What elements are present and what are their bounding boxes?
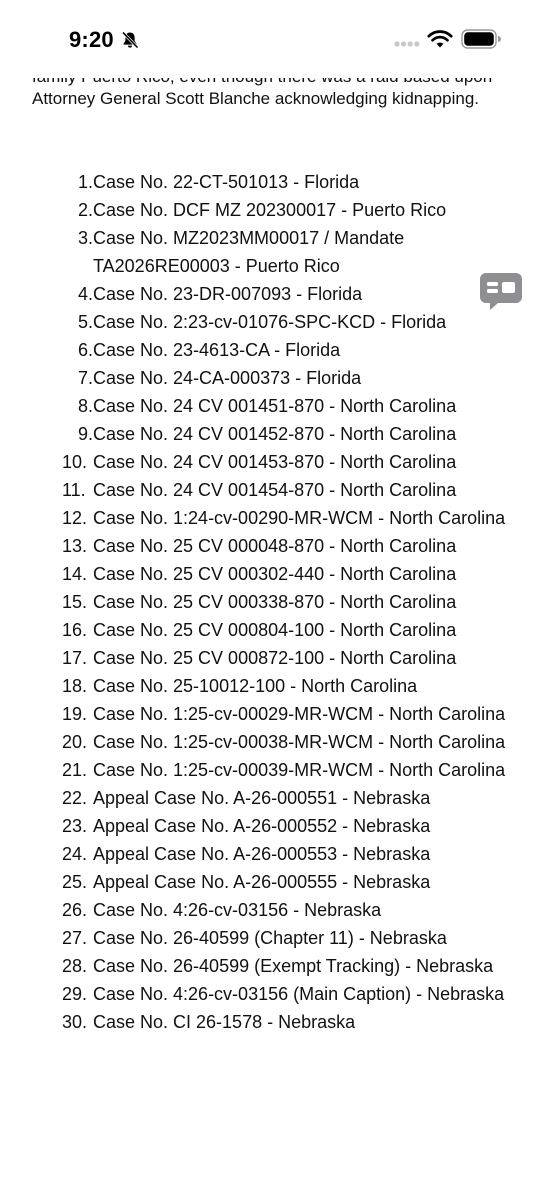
case-number: 13. xyxy=(62,536,88,556)
case-list-item xyxy=(0,1008,553,1036)
reader-mode-icon[interactable] xyxy=(478,270,524,312)
intro-paragraph: Attorney General Scott Blanche acknowledging kidnapping. xyxy=(32,89,480,108)
case-list-item xyxy=(0,420,553,448)
case-number: 6. xyxy=(77,340,93,360)
case-list-item xyxy=(0,336,553,364)
case-list-item xyxy=(0,672,553,700)
case-text: Case No. 25 CV 000338-870 - North Carolina xyxy=(93,592,457,612)
case-list-item xyxy=(0,364,553,392)
case-number: 2. xyxy=(77,200,93,220)
case-list-item xyxy=(0,924,553,952)
case-list-item xyxy=(0,224,553,280)
case-number: 11. xyxy=(62,480,86,500)
case-list-item xyxy=(0,280,553,308)
case-text: Case No. 25 CV 000804-100 - North Carolina xyxy=(93,620,457,640)
case-text: Appeal Case No. A-26-000552 - Nebraska xyxy=(93,816,431,836)
case-number: 15. xyxy=(62,592,88,612)
status-time: 9:20 xyxy=(69,27,114,52)
case-number: 20. xyxy=(62,732,88,752)
case-number: 23. xyxy=(62,816,88,836)
case-list-item xyxy=(0,868,553,896)
case-text: Case No. CI 26-1578 - Nebraska xyxy=(93,1012,356,1032)
case-text: Case No. 2:23-cv-01076-SPC-KCD - Florida xyxy=(93,312,447,332)
case-list-item xyxy=(0,308,553,336)
case-number: 26. xyxy=(62,900,88,920)
case-list-item xyxy=(0,168,553,196)
case-number: 25. xyxy=(62,872,88,892)
case-number: 16. xyxy=(62,620,88,640)
wifi-icon xyxy=(427,29,453,49)
case-list-item xyxy=(0,616,553,644)
case-text: Case No. 22-CT-501013 - Florida xyxy=(93,172,360,192)
case-number: 7. xyxy=(77,368,93,388)
case-number: 27. xyxy=(62,928,88,948)
case-text: Case No. 24 CV 001454-870 - North Carolina xyxy=(93,480,457,500)
status-bar xyxy=(0,0,553,78)
case-text: Case No. 1:25-cv-00038-MR-WCM - North Carolina xyxy=(93,732,506,752)
case-number: 17. xyxy=(62,648,88,668)
case-number: 10. xyxy=(62,452,88,472)
case-text: Case No. 4:26-cv-03156 (Main Caption) - Nebraska xyxy=(93,984,505,1004)
case-text: Case No. 1:25-cv-00029-MR-WCM - North Carolina xyxy=(93,704,506,724)
case-list-item xyxy=(0,588,553,616)
case-text: Case No. 23-DR-007093 - Florida xyxy=(93,284,363,304)
case-number: 22. xyxy=(62,788,88,808)
case-list-item xyxy=(0,756,553,784)
case-list-item xyxy=(0,728,553,756)
case-text: Case No. 24 CV 001453-870 - North Carolina xyxy=(93,452,457,472)
case-text: Appeal Case No. A-26-000555 - Nebraska xyxy=(93,872,431,892)
case-text: Case No. 26-40599 (Exempt Tracking) - Nebraska xyxy=(93,956,494,976)
case-list-item xyxy=(0,812,553,840)
case-number: 24. xyxy=(62,844,88,864)
case-list xyxy=(0,168,553,1036)
case-list-item xyxy=(0,644,553,672)
case-text: Case No. 24-CA-000373 - Florida xyxy=(93,368,362,388)
bell-slash-icon xyxy=(120,30,140,50)
case-number: 8. xyxy=(77,396,93,416)
case-text: Case No. 25 CV 000048-870 - North Carolina xyxy=(93,536,457,556)
case-list-item xyxy=(0,840,553,868)
case-text: Case No. 25 CV 000302-440 - North Carolina xyxy=(93,564,457,584)
case-number: 19. xyxy=(62,704,88,724)
case-number: 9. xyxy=(77,424,93,444)
case-text: Case No. 23-4613-CA - Florida xyxy=(93,340,341,360)
case-text: Appeal Case No. A-26-000551 - Nebraska xyxy=(93,788,431,808)
case-text: Case No. 25 CV 000872-100 - North Carolina xyxy=(93,648,457,668)
case-number: 29. xyxy=(62,984,88,1004)
case-number: 4. xyxy=(77,284,93,304)
case-list-item xyxy=(0,476,553,504)
case-text: Case No. MZ2023MM00017 / Mandate TA2026RE00003 - Puerto Rico xyxy=(93,228,405,276)
case-list-item xyxy=(0,532,553,560)
case-list-item xyxy=(0,196,553,224)
case-text: Case No. 24 CV 001451-870 - North Carolina xyxy=(93,396,457,416)
case-text: Case No. 25-10012-100 - North Carolina xyxy=(93,676,418,696)
case-text: Case No. 1:25-cv-00039-MR-WCM - North Carolina xyxy=(93,760,506,780)
case-list-item xyxy=(0,980,553,1008)
case-number: 21. xyxy=(62,760,88,780)
case-list-item xyxy=(0,700,553,728)
battery-icon xyxy=(461,29,501,49)
article-content xyxy=(0,58,553,1200)
signal-dots-icon xyxy=(394,40,420,48)
case-list-item xyxy=(0,952,553,980)
case-number: 18. xyxy=(62,676,88,696)
case-text: Case No. DCF MZ 202300017 - Puerto Rico xyxy=(93,200,447,220)
case-text: Case No. 4:26-cv-03156 - Nebraska xyxy=(93,900,382,920)
case-text: Case No. 26-40599 (Chapter 11) - Nebraska xyxy=(93,928,447,948)
case-list-item xyxy=(0,392,553,420)
case-number: 14. xyxy=(62,564,88,584)
case-number: 28. xyxy=(62,956,88,976)
case-number: 12. xyxy=(62,508,88,528)
case-number: 30. xyxy=(62,1012,88,1032)
case-text: Case No. 1:24-cv-00290-MR-WCM - North Carolina xyxy=(93,508,506,528)
case-number: 1. xyxy=(77,172,93,192)
case-list-item xyxy=(0,784,553,812)
case-list-item xyxy=(0,448,553,476)
case-number: 5. xyxy=(77,312,93,332)
case-list-item xyxy=(0,504,553,532)
case-list-item xyxy=(0,560,553,588)
case-text: Case No. 24 CV 001452-870 - North Carolina xyxy=(93,424,457,444)
case-text: Appeal Case No. A-26-000553 - Nebraska xyxy=(93,844,431,864)
case-number: 3. xyxy=(77,228,93,248)
case-list-item xyxy=(0,896,553,924)
